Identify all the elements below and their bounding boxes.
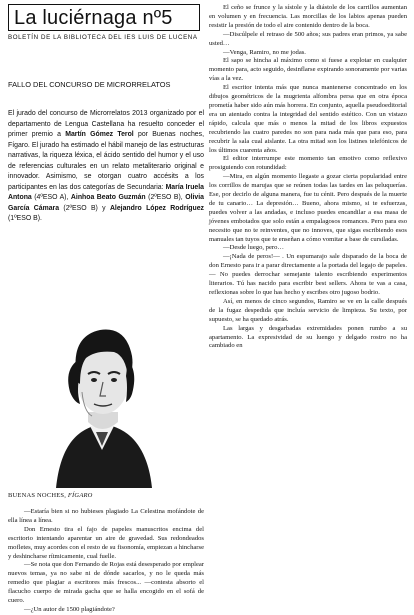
story-paragraph: —Discúlpele el retraso de 500 años; sus padres eran primos, ya sabe usted… (209, 30, 407, 47)
accesit-name: Olivia García Cámara (8, 194, 204, 212)
accesit-name: María Iruela Antona (8, 183, 204, 202)
accesit-group: (1ºESO B). (8, 215, 42, 223)
story-title-name: FÍGARO (67, 492, 93, 499)
story-paragraph: —Mira, en algún momento llegaste a gozar cierta popularidad entre los corrillos de marujas que se reúnen todas las tardes en las peluquerías. Ese, por decirlo de alguna manera, fue tu cénit. Pero después de la muerte de tu canario… La depresión… Bueno, ahora mismo, si te esfuerzas, puedes volver a las andadas, e incluso puedes encandilar a esa masa de jóvenes embotados que solo están a empalagosos romances. Pero para eso necesito que no te reinventes, que no innoves, que sigas escribiendo esos manuales tan tuyos que te enseñan a cómo vomitar a base de cursiladas. (209, 173, 407, 243)
story-paragraph: Don Ernesto tira el fajo de papeles manuscritos encima del escritorio intentando aparentar un aire de gravedad. Sus redondeados mofletes, muy acordes con el resto de su fisonomía, empiezan a hincharse y deshincharse rítmicamente, cual fuelle. (8, 525, 204, 560)
story-paragraph: —¿Un autor de 1500 plagiándote? (24, 605, 115, 613)
accesit-name: Ainhoa Beato Guzmán (70, 194, 146, 202)
left-column (8, 80, 204, 225)
story-paragraph: —Venga, Ramiro, no me jodas. (223, 48, 306, 56)
story-paragraph: El sapo se hincha al máximo como si fuese a explotar en cualquier momento para, acto seguido, desinflarse expirando sonoramente por varias vías a la vez. (209, 57, 407, 83)
contest-result-paragraph (8, 109, 204, 225)
story-left-column (8, 508, 204, 615)
article-heading: FALLO DEL CONCURSO DE MICRORRELATOS (8, 80, 171, 89)
story-right-column (209, 4, 407, 351)
story-title (8, 492, 93, 499)
winner-name: Martín Gómez Terol (65, 131, 134, 139)
story-paragraph: El escritor intenta más que nunca mantenerse concentrado en los dibujos geométricos de la mugrienta alfombra persa que en otra época prometía haber sido aún más horrera. En conjunto, aquella pseudoeditorial era un atentado contra la integridad del sentido estético. Con un vistazo rápido, calcula que más o menos la mitad de los libros expuestos recubriendo las cuatro paredes no son para nada más que para eso, para recubrir la sala cual aislante. La otra mitad son los listines telefónicos de los últimos cuarenta años. (209, 84, 407, 154)
accesit-group: (2ºESO B) y (59, 204, 110, 212)
story-paragraph: El ceño se frunce y la sístole y la diástole de los carrillos aumentan en volumen y en frecuencia. Las morcillas de los labios apenas pueden resistir la presión de todo el aire contenido dentro de la boca. (209, 4, 407, 29)
story-paragraph: El editor interrumpe este momento tan emotivo como reflexivo prosiguiendo con rotundidad: (209, 155, 407, 172)
paragraph-text: El jurado del concurso de Microrrelatos 2013 organizado por el departamento de Lengua Castellana ha resuelto conceder el primer premio a (8, 110, 204, 139)
story-title-text: BUENAS NOCHES, (8, 492, 68, 499)
story-paragraph: —Se nota que don Fernando de Rojas está desesperado por emplear nuevos temas, ya no sabe ni de dónde sacarlos, y no le queda más remedio que plagiar a escritores más frescos... —contesta absorto el flacucho cuerpo de mirada gacha que se halla encogido en el sofá de cuero. (8, 561, 204, 605)
newsletter-subtitle: BOLETÍN DE LA BIBLIOTECA DEL IES LUIS DE LUCENA (8, 34, 198, 41)
masthead (8, 4, 200, 41)
accesit-name: Alejandro López Rodríguez (109, 204, 204, 212)
story-paragraph: —Desde luego, pero… (223, 244, 284, 252)
author-portrait (34, 300, 170, 488)
paragraph-text: por Buenas noches, Fígaro. El jurado ha estimado el hábil manejo de las estructuras narrativas, la riqueza léxica, el ácido sentido del humor y el uso de referencias culturales en un relato metaliterario original e innovador. Asimismo, se otorgan cuatro accésits a los participantes en las dos categorías de Secundaria: (8, 131, 204, 191)
story-paragraph: —¡Nada de peros!— . Un espumarajo sale disparado de la boca de don Ernesto para ir a parar directamente a la portada del legajo de papeles.— No puedes derrochar semejante talento escribiendo experimentos literarios. Tú has nacido para escribir best sellers. Ahora te vas a casa, reflexionas sobre lo que has hecho y escribes otro jugoso bodrio. (209, 253, 407, 296)
accesit-group: (4ºESO A), (31, 194, 71, 202)
newsletter-title: La luciérnaga nº5 (8, 4, 200, 31)
story-paragraph: —Estaría bien si no hubieses plagiado La Celestina mofándote de ella línea a línea. (8, 508, 204, 524)
story-paragraph: Las largas y desgarbadas extremidades ponen rumbo a su apartamento. La expresividad de su luengo y delgado rostro no ha cambiado en (209, 324, 407, 350)
story-paragraph: Así, en menos de cinco segundos, Ramiro se ve en la calle después de la fugaz despedida que incluía servicio de limpieza. Su texto, por supuesto, se ha quedado atrás. (209, 297, 407, 323)
accesit-group: (2ºESO B), (145, 194, 186, 202)
